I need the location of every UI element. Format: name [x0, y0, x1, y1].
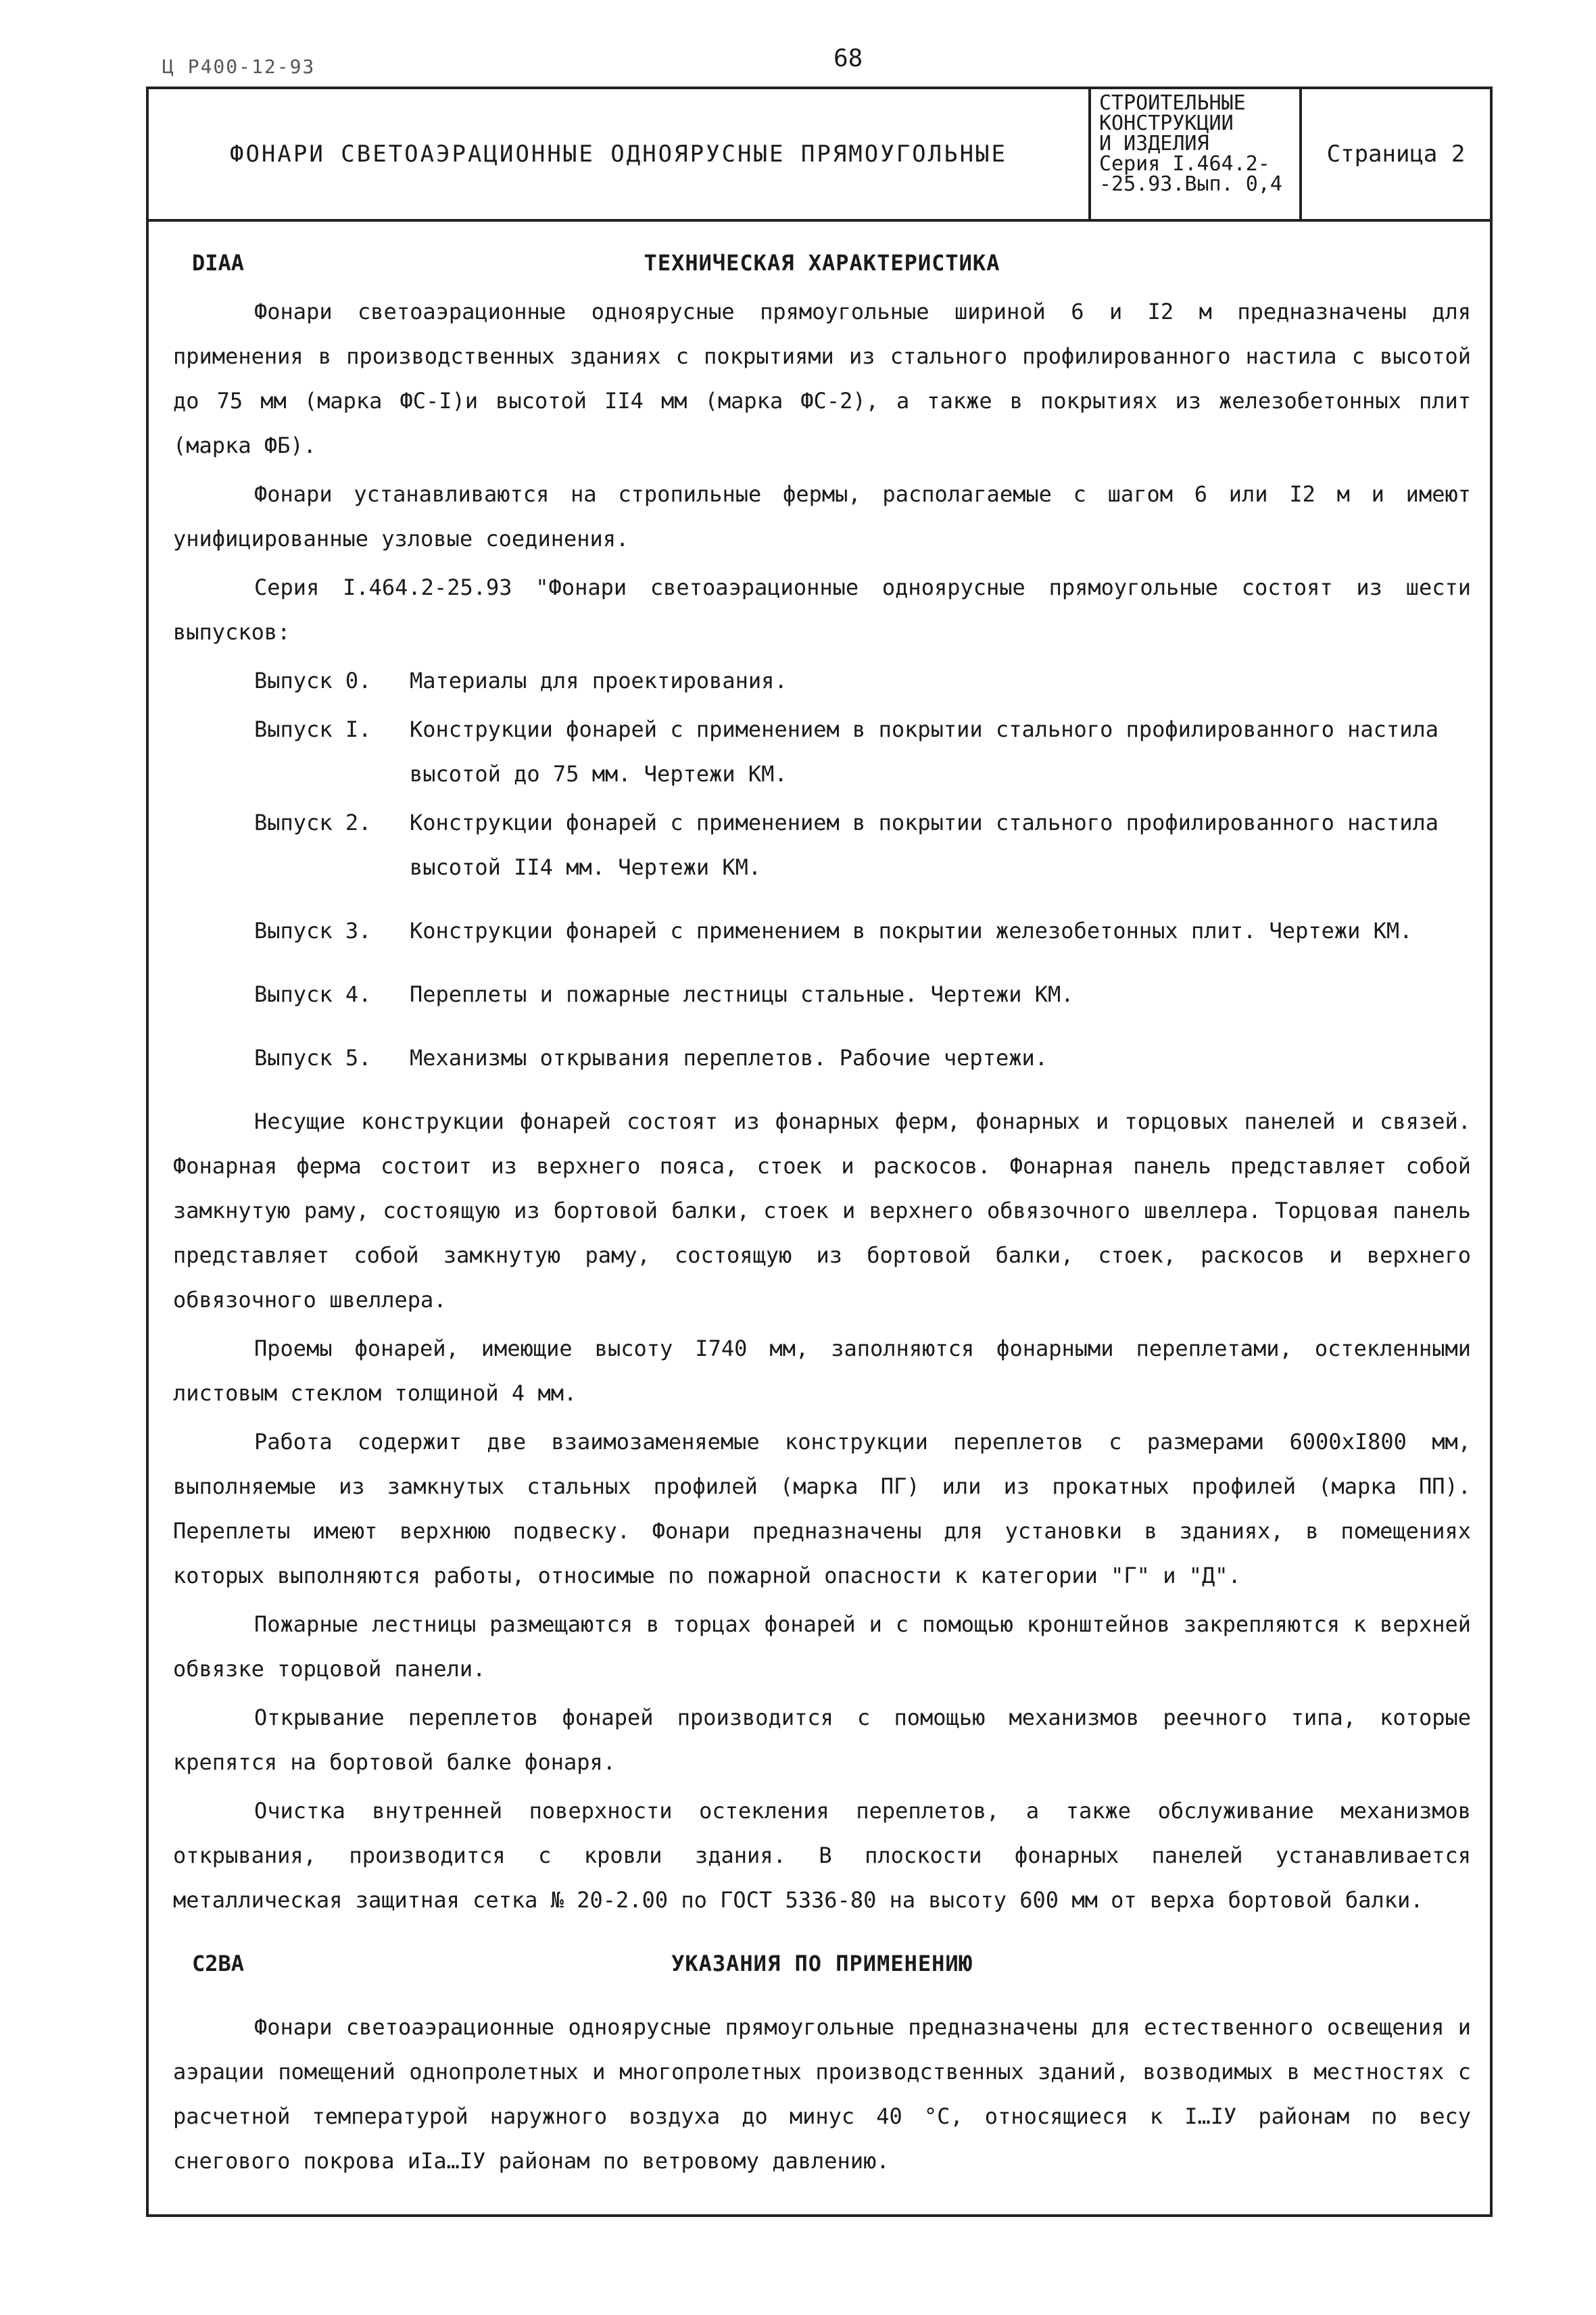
issue-text: Материалы для проектирования.: [410, 668, 788, 693]
paragraph: Фонари светоаэрационные одноярусные прямоугольные шириной 6 и I2 м предназначены для применения в производственных зданиях с покрытиями из стального профилированного настила с высотой до 75 мм (марка ФС-I)и высотой II4 мм (марка ФС-2), а также в покрытиях из железобетонных плит (марка ФБ).: [173, 299, 1471, 458]
series-line: И ИЗДЕЛИЯ: [1099, 132, 1209, 155]
issue-item: [173, 972, 1471, 1017]
issue-label: Выпуск 0.: [254, 668, 372, 693]
document-title: ФОНАРИ СВЕТОАЭРАЦИОННЫЕ ОДНОЯРУСНЫЕ ПРЯМОУГОЛЬНЫЕ: [229, 141, 1008, 168]
section-heading: [173, 1941, 1471, 1986]
paragraph: Очистка внутренней поверхности остекления переплетов, а также обслуживание механизмов открывания, производится с кровли здания. В плоскости фонарных панелей устанавливается металлическая защитная сетка № 20-2.00 по ГОСТ 5336-80 на высоту 600 мм от верха бортовой балки.: [173, 1798, 1471, 1913]
issue-label: Выпуск 4.: [254, 981, 372, 1007]
paragraph: Фонари светоаэрационные одноярусные прямоугольные предназначены для естественного освещения и аэрации помещений однопролетных и многопролетных производственных зданий, возводимых в местностях с расчетной температурой наружного воздуха до минус 40 °С, относящиеся к I…IУ районам по весу снегового покрова иIа…IУ районам по ветровому давлению.: [173, 2014, 1471, 2174]
paragraph: Работа содержит две взаимозаменяемые конструкции переплетов с размерами 6000хI800 мм, выполняемые из замкнутых стальных профилей (марка ПГ) или из прокатных профилей (марка ПП). Переплеты имеют верхнюю подвеску. Фонари предназначены для установки в зданиях, в помещениях которых выполняются работы, относимые по пожарной опасности к категории "Г" и "Д".: [173, 1429, 1471, 1588]
series-line: СТРОИТЕЛЬНЫЕ: [1099, 91, 1246, 115]
title-block: [149, 89, 1490, 222]
paragraph: Проемы фонарей, имеющие высоту I740 мм, заполняются фонарными переплетами, остекленными листовым стеклом толщиной 4 мм.: [173, 1336, 1471, 1406]
issue-text: Механизмы открывания переплетов. Рабочие чертежи.: [410, 1045, 1048, 1071]
issue-text: Конструкции фонарей с применением в покрытии железобетонных плит. Чертежи КМ.: [410, 918, 1413, 944]
issue-item: [173, 707, 1471, 796]
issue-text: Конструкции фонарей с применением в покрытии стального профилированного настила высотой II4 мм. Чертежи КМ.: [410, 810, 1438, 880]
issue-item: [173, 658, 1471, 703]
issue-item: [173, 908, 1471, 953]
section-heading: [173, 241, 1471, 285]
issue-label: Выпуск I.: [254, 716, 372, 742]
paragraph: Пожарные лестницы размещаются в торцах фонарей и с помощью кронштейнов закрепляются к верхней обвязке торцовой панели.: [173, 1611, 1471, 1682]
section-code: DIAA: [192, 250, 245, 276]
section-title: УКАЗАНИЯ ПО ПРИМЕНЕНИЮ: [671, 1951, 973, 1976]
page-label: Страница 2: [1326, 141, 1466, 168]
issue-label: Выпуск 2.: [254, 810, 372, 835]
paragraph: Фонари устанавливаются на стропильные фермы, располагаемые с шагом 6 или I2 м и имеют унифицированные узловые соединения.: [173, 481, 1472, 552]
issue-item: [173, 800, 1471, 890]
paragraph: Несущие конструкции фонарей состоят из фонарных ферм, фонарных и торцовых панелей и связей. Фонарная ферма состоит из верхнего пояса, стоек и раскосов. Фонарная панель представляет собой замкнутую раму, состоящую из бортовой балки, стоек и верхнего обвязочного швеллера. Торцовая панель представляет собой замкнутую раму, состоящую из бортовой балки, стоек, раскосов и верхнего обвязочного швеллера.: [173, 1108, 1471, 1313]
series-line: КОНСТРУКЦИИ: [1099, 112, 1234, 135]
section-title: ТЕХНИЧЕСКАЯ ХАРАКТЕРИСТИКА: [644, 250, 1000, 276]
issue-text: Конструкции фонарей с применением в покрытии стального профилированного настила высотой до 75 мм. Чертежи КМ.: [410, 716, 1438, 787]
paragraph: Серия I.464.2-25.93 "Фонари светоаэрационные одноярусные прямоугольные состоят из шести выпусков:: [173, 575, 1471, 645]
issue-label: Выпуск 5.: [254, 1045, 372, 1071]
page-frame: [146, 87, 1493, 2217]
paragraph: Открывание переплетов фонарей производится с помощью механизмов реечного типа, которые крепятся на бортовой балке фонаря.: [173, 1705, 1471, 1775]
section-code: C2BA: [192, 1951, 245, 1976]
series-line: Серия I.464.2-: [1099, 152, 1270, 176]
document-body: [173, 222, 1471, 2183]
page-number: 68: [833, 45, 863, 72]
series-line: -25.93.Вып. 0,4: [1099, 172, 1282, 196]
issue-item: [173, 1035, 1471, 1080]
series-block: [1088, 89, 1302, 219]
issue-text: Переплеты и пожарные лестницы стальные. Чертежи КМ.: [410, 981, 1074, 1007]
issue-label: Выпуск 3.: [254, 918, 372, 944]
document-code: Ц Р400-12-93: [162, 55, 316, 78]
